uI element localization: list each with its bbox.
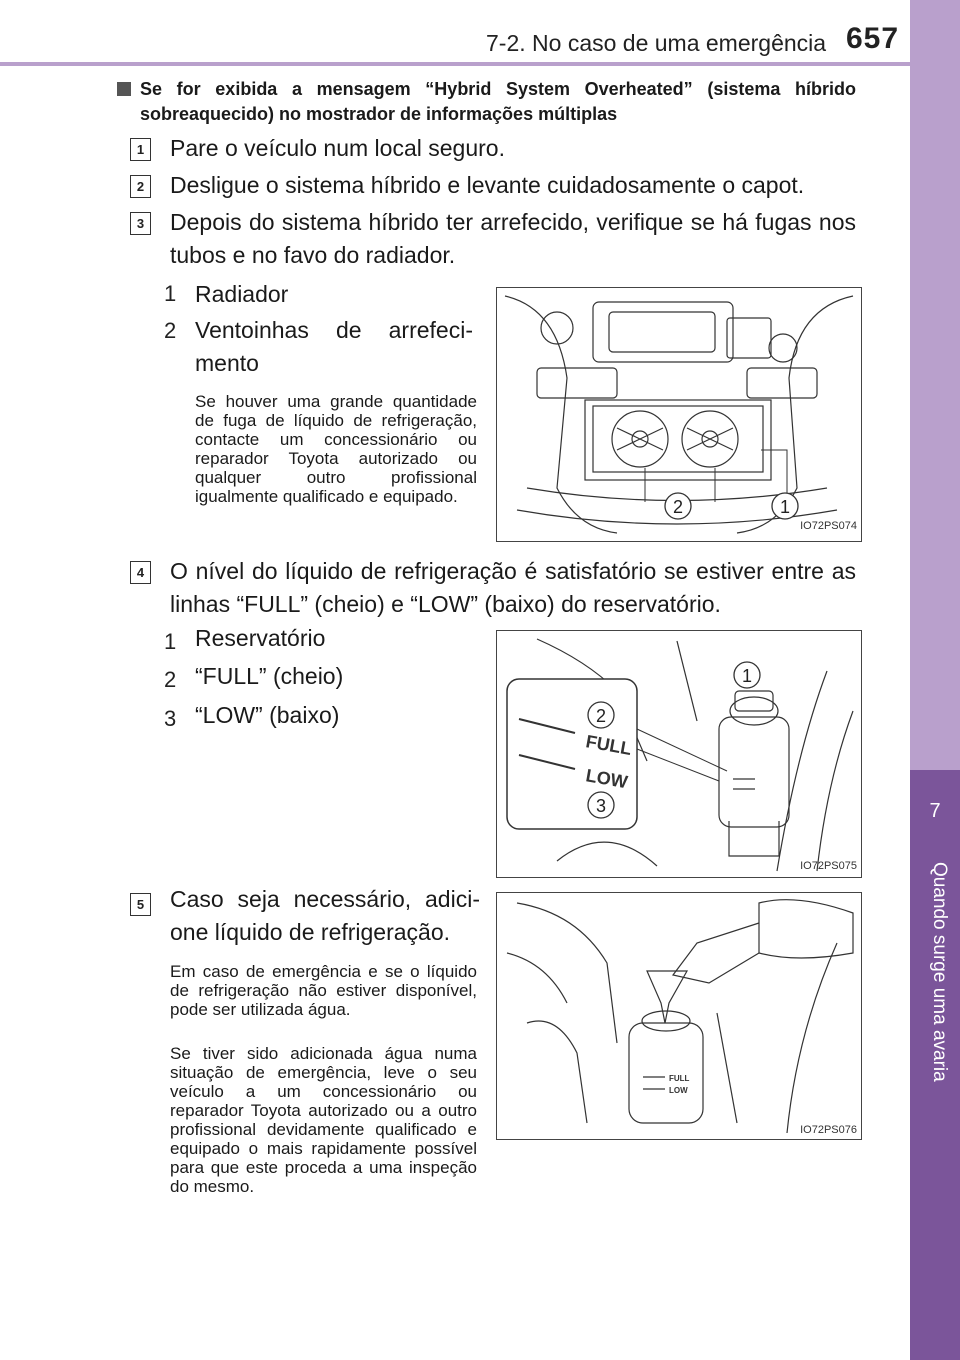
- step5-note: Em caso de emergência e se o líquido de refrigeração não estiver disponível, pode ser utilizada água.: [170, 962, 477, 1019]
- callout-label: “FULL” (cheio): [195, 663, 344, 689]
- low-mark-label: LOW: [669, 1086, 688, 1095]
- full-mark-label: FULL: [584, 731, 634, 759]
- figure-marker: 1: [779, 497, 791, 517]
- reservoir-figure: [496, 630, 862, 878]
- reservoir-illustration: [497, 631, 861, 877]
- step-number-box: 2: [130, 175, 151, 198]
- step-number-box: 5: [130, 893, 151, 916]
- callout-label: Radiador: [195, 281, 289, 307]
- step-text-word: Caso: [170, 886, 224, 912]
- figure-marker: 1: [741, 666, 753, 686]
- step-text-word: adici-: [425, 886, 480, 912]
- callout-number: 3: [164, 706, 177, 731]
- chapter-number: 7: [929, 800, 941, 822]
- step-text: Depois do sistema híbrido ter arrefecido, verifique se há fugas nos tubos e no favo do radiador.: [170, 209, 856, 268]
- section-bullet-icon: [117, 82, 131, 96]
- step-text-line: [170, 883, 480, 916]
- full-mark-label: FULL: [669, 1074, 690, 1083]
- add-coolant-figure: [496, 892, 862, 1140]
- step-text: Pare o veículo num local seguro.: [170, 135, 505, 161]
- step-text: Desligue o sistema híbrido e levante cuidadosamente o capot.: [170, 172, 805, 198]
- step5-note: Se tiver sido adicionada água numa situação de emergência, leve o seu veículo a um concessionário ou reparador Toyota autorizado ou a outro profissional devidamente qualificado e equipado o mais rapidamente possível para que este proceda a uma inspeção do mesmo.: [170, 1044, 477, 1196]
- header-divider: [0, 62, 910, 66]
- chapter-title: Quando surge uma avaria: [929, 862, 950, 1082]
- figure-code: IO72PS076: [800, 1124, 857, 1136]
- add-coolant-illustration: [497, 893, 861, 1139]
- step3-note: Se houver uma grande quantidade de fuga de líquido de refrigeração, contacte um concessionário ou reparador Toyota autorizado ou qualquer outro profissional igualmente qualificado e equipado.: [195, 392, 477, 506]
- step-text-word: necessário,: [293, 886, 412, 912]
- callout-label-word: arrefeci-: [388, 317, 473, 343]
- callout-label-word: de: [335, 317, 362, 343]
- callout-label-line: mento: [195, 350, 259, 376]
- step-number-box: 1: [130, 138, 151, 161]
- step-number-box: 3: [130, 212, 151, 235]
- header-section-title: 7-2. No caso de uma emergência: [486, 30, 827, 56]
- engine-bay-figure: [496, 287, 862, 542]
- figure-code: IO72PS074: [800, 520, 857, 532]
- step-number-box: 4: [130, 561, 151, 584]
- figure-marker: 3: [595, 796, 607, 816]
- callout-label: “LOW” (baixo): [195, 702, 340, 728]
- figure-marker: 2: [672, 497, 684, 517]
- callout-number: 1: [164, 281, 177, 306]
- figure-marker: 2: [595, 706, 607, 726]
- callout-number: 1: [164, 629, 177, 654]
- engine-bay-illustration: [497, 288, 861, 541]
- step-text: O nível do líquido de refrigeração é satisfatório se estiver entre as linhas “FULL” (cheio) e “LOW” (baixo) do reservatório.: [170, 558, 856, 617]
- step-text-word: seja: [237, 886, 280, 912]
- callout-number: 2: [164, 667, 177, 692]
- figure-code: IO72PS075: [800, 860, 857, 872]
- page-number: 657: [846, 22, 900, 55]
- callout-label-word: Ventoinhas: [195, 317, 309, 343]
- section-heading: Se for exibida a mensagem “Hybrid System Overheated” (sistema híbrido sobreaquecido) no mostrador de informações múltiplas: [140, 79, 856, 124]
- callout-label: Reservatório: [195, 625, 326, 651]
- callout-label-line: [195, 314, 473, 347]
- low-mark-label: LOW: [584, 765, 630, 793]
- callout-number: 2: [164, 318, 177, 343]
- step-text-line: one líquido de refrigeração.: [170, 919, 451, 945]
